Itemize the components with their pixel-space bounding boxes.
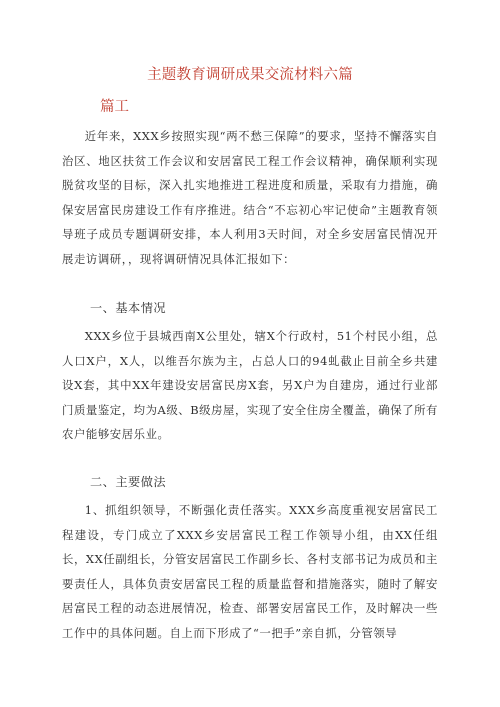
section-heading-main-practices: 二、主要做法: [90, 475, 167, 489]
section-heading-basic-situation: 一、基本情况: [90, 301, 167, 315]
paragraph-intro-text: 近年来，XXX乡按照实现“两不愁三保障”的要求，坚持不懈落实自治区、地区扶贫工作会议和安居富民工程工作会议精神，确保顺利实现脱贫攻坚的目标，深入扎实地推进工程进度和质量，采取有力措施，确保安居富民房建设工作有序推进。结合“不忘初心牢记使命”主题教育领导班子成员专题调研安排，本人利用3天时间，对全乡安居富民情况开展走访调研，，现将调研情况具体汇报如下：: [62, 129, 438, 266]
paragraph-intro: [62, 124, 438, 272]
paragraph-main-practices: [62, 498, 438, 646]
paragraph-main-practices-text: 1、抓组织领导，不断强化责任落实。XXX乡高度重视安居富民工程建设，专门成立了XXX乡安居富民工程工作领导小组，由XX任组长，XX任副组长，分管安居富民工作副乡长、各村支部书记为成员和主要责任人，具体负责安居富民工程的质量监督和措施落实，随时了解安居富民工程的动态进展情况，检查、部署安居富民工作，及时解决一些工作中的具体问题。自上而下形成了“一把手”亲自抓，分管领导: [62, 503, 438, 640]
chapter-label: 篇工: [100, 99, 129, 115]
paragraph-basic-situation: [62, 324, 438, 447]
document-title: 主题教育调研成果交流材料六篇: [147, 67, 353, 83]
paragraph-basic-situation-text: XXX乡位于县城西南X公里处，辖X个行政村，51个村民小组，总人口X户，X人，以维吾尔族为主，占总人口的94虬截止目前全乡共建设X套，其中XX年建设安居富民房X套，另X户为自建房，通过行业部门质量鉴定，均为A级、B级房屋，实现了安全住房全覆盖，确保了所有农户能够安居乐业。: [62, 329, 438, 442]
